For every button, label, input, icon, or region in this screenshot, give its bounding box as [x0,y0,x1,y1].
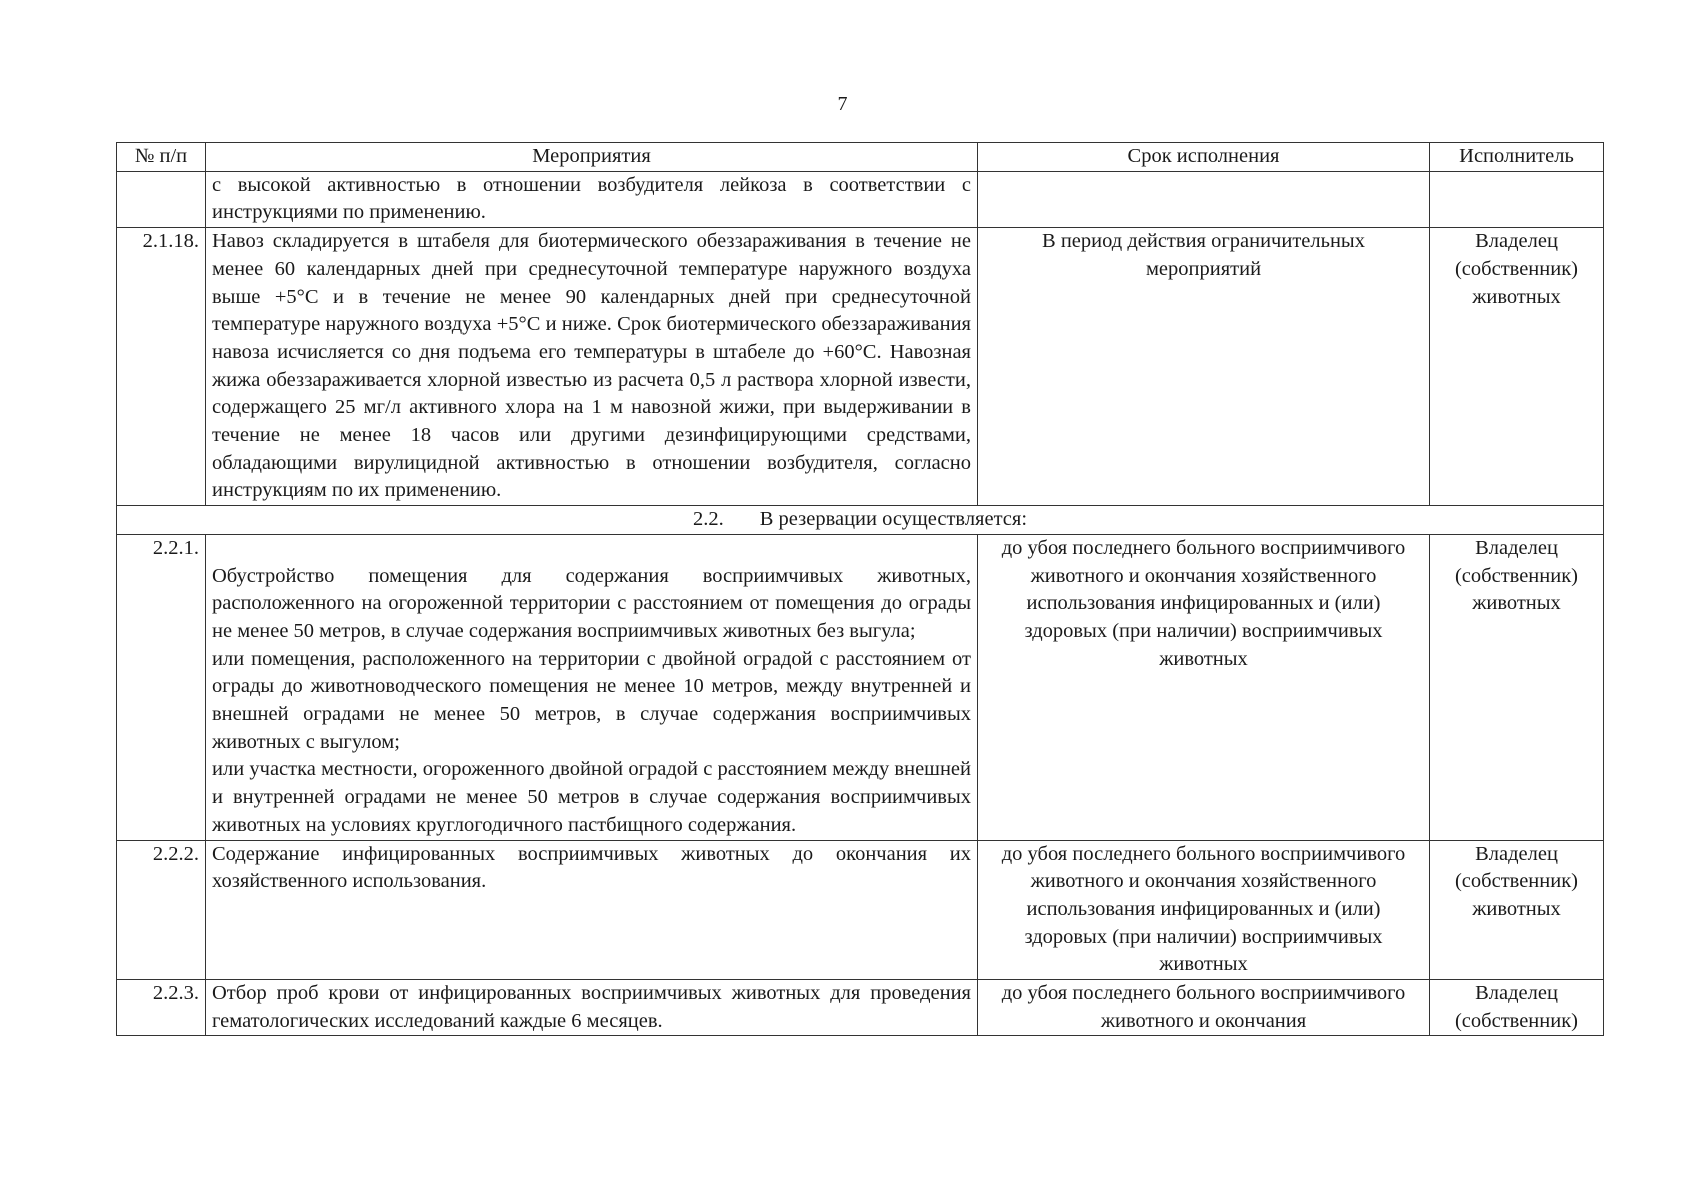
header-term: Срок исполнения [978,143,1430,172]
row-term: до убоя последнего больного восприимчивого животного и окончания хозяйственного использования инфицированных и (или) здоровых (при наличии) восприимчивых животных [978,534,1430,840]
row-activity: Отбор проб крови от инфицированных восприимчивых животных для проведения гематологических исследований каждые 6 месяцев. [206,980,978,1036]
table-row [117,840,1604,980]
section-heading [117,506,1604,535]
section-number: 2.2. [692,508,724,531]
row-activity: Содержание инфицированных восприимчивых животных до окончания их хозяйственного использования. [206,840,978,980]
row-number: 2.2.1. [117,534,206,840]
table-row [117,980,1604,1036]
table-header-row [117,143,1604,172]
row-executor: Владелец (собственник) животных [1430,840,1604,980]
section-row [117,506,1604,535]
table-row [117,171,1604,227]
table-row [117,228,1604,506]
header-activity: Мероприятия [206,143,978,172]
row-activity: с высокой активностью в отношении возбудителя лейкоза в соответствии с инструкциями по применению. [206,171,978,227]
activity-paragraph: или участка местности, огороженного двойной оградой с расстоянием между внешней и внутренней оградами не менее 50 метров в случае содержания восприимчивых животных на условиях круглогодичного пастбищного содержания. [212,758,971,836]
header-num: № п/п [117,143,206,172]
row-term: до убоя последнего больного восприимчивого животного и окончания [978,980,1430,1036]
row-executor: Владелец (собственник) [1430,980,1604,1036]
row-number: 2.1.18. [117,228,206,506]
row-activity [206,534,978,840]
row-number [117,171,206,227]
row-executor: Владелец (собственник) животных [1430,228,1604,506]
row-number: 2.2.3. [117,980,206,1036]
row-executor: Владелец (собственник) животных [1430,534,1604,840]
row-term: В период действия ограничительных мероприятий [978,228,1430,506]
row-number: 2.2.2. [117,840,206,980]
section-title: В резервации осуществляется: [759,508,1028,531]
spacer-line [212,535,971,563]
measures-table [116,142,1604,1036]
header-executor: Исполнитель [1430,143,1604,172]
activity-paragraph: или помещения, расположенного на территории с двойной оградой с расстоянием от ограды до животноводческого помещения не менее 10 метров, между внутренней и внешней оградами не менее 50 метров, в случае содержания восприимчивых животных с выгулом; [212,647,971,753]
activity-paragraph: Обустройство помещения для содержания восприимчивых животных, расположенного на огороженной территории с расстоянием от помещения до ограды не менее 50 метров, в случае содержания восприимчивых животных без выгула; [212,564,971,642]
row-executor [1430,171,1604,227]
table-row [117,534,1604,840]
row-term [978,171,1430,227]
row-term: до убоя последнего больного восприимчивого животного и окончания хозяйственного использования инфицированных и (или) здоровых (при наличии) восприимчивых животных [978,840,1430,980]
page-number: 7 [837,93,848,115]
row-activity: Навоз складируется в штабеля для биотермического обеззараживания в течение не менее 60 календарных дней при среднесуточной температуре наружного воздуха выше +5°С и в течение не менее 90 календарных дней при среднесуточной температуре наружного воздуха +5°С и ниже. Срок биотермического обеззараживания навоза исчисляется со дня подъема его температуры в штабеле до +60°С. Навозная жижа обеззараживается хлорной известью из расчета 0,5 л раствора хлорной извести, содержащего 25 мг/л активного хлора на 1 м навозной жижи, при выдерживании в течение не менее 18 часов или другими дезинфицирующими средствами, обладающими вирулицидной активностью в отношении возбудителя, согласно инструкциям по их применению. [206,228,978,506]
